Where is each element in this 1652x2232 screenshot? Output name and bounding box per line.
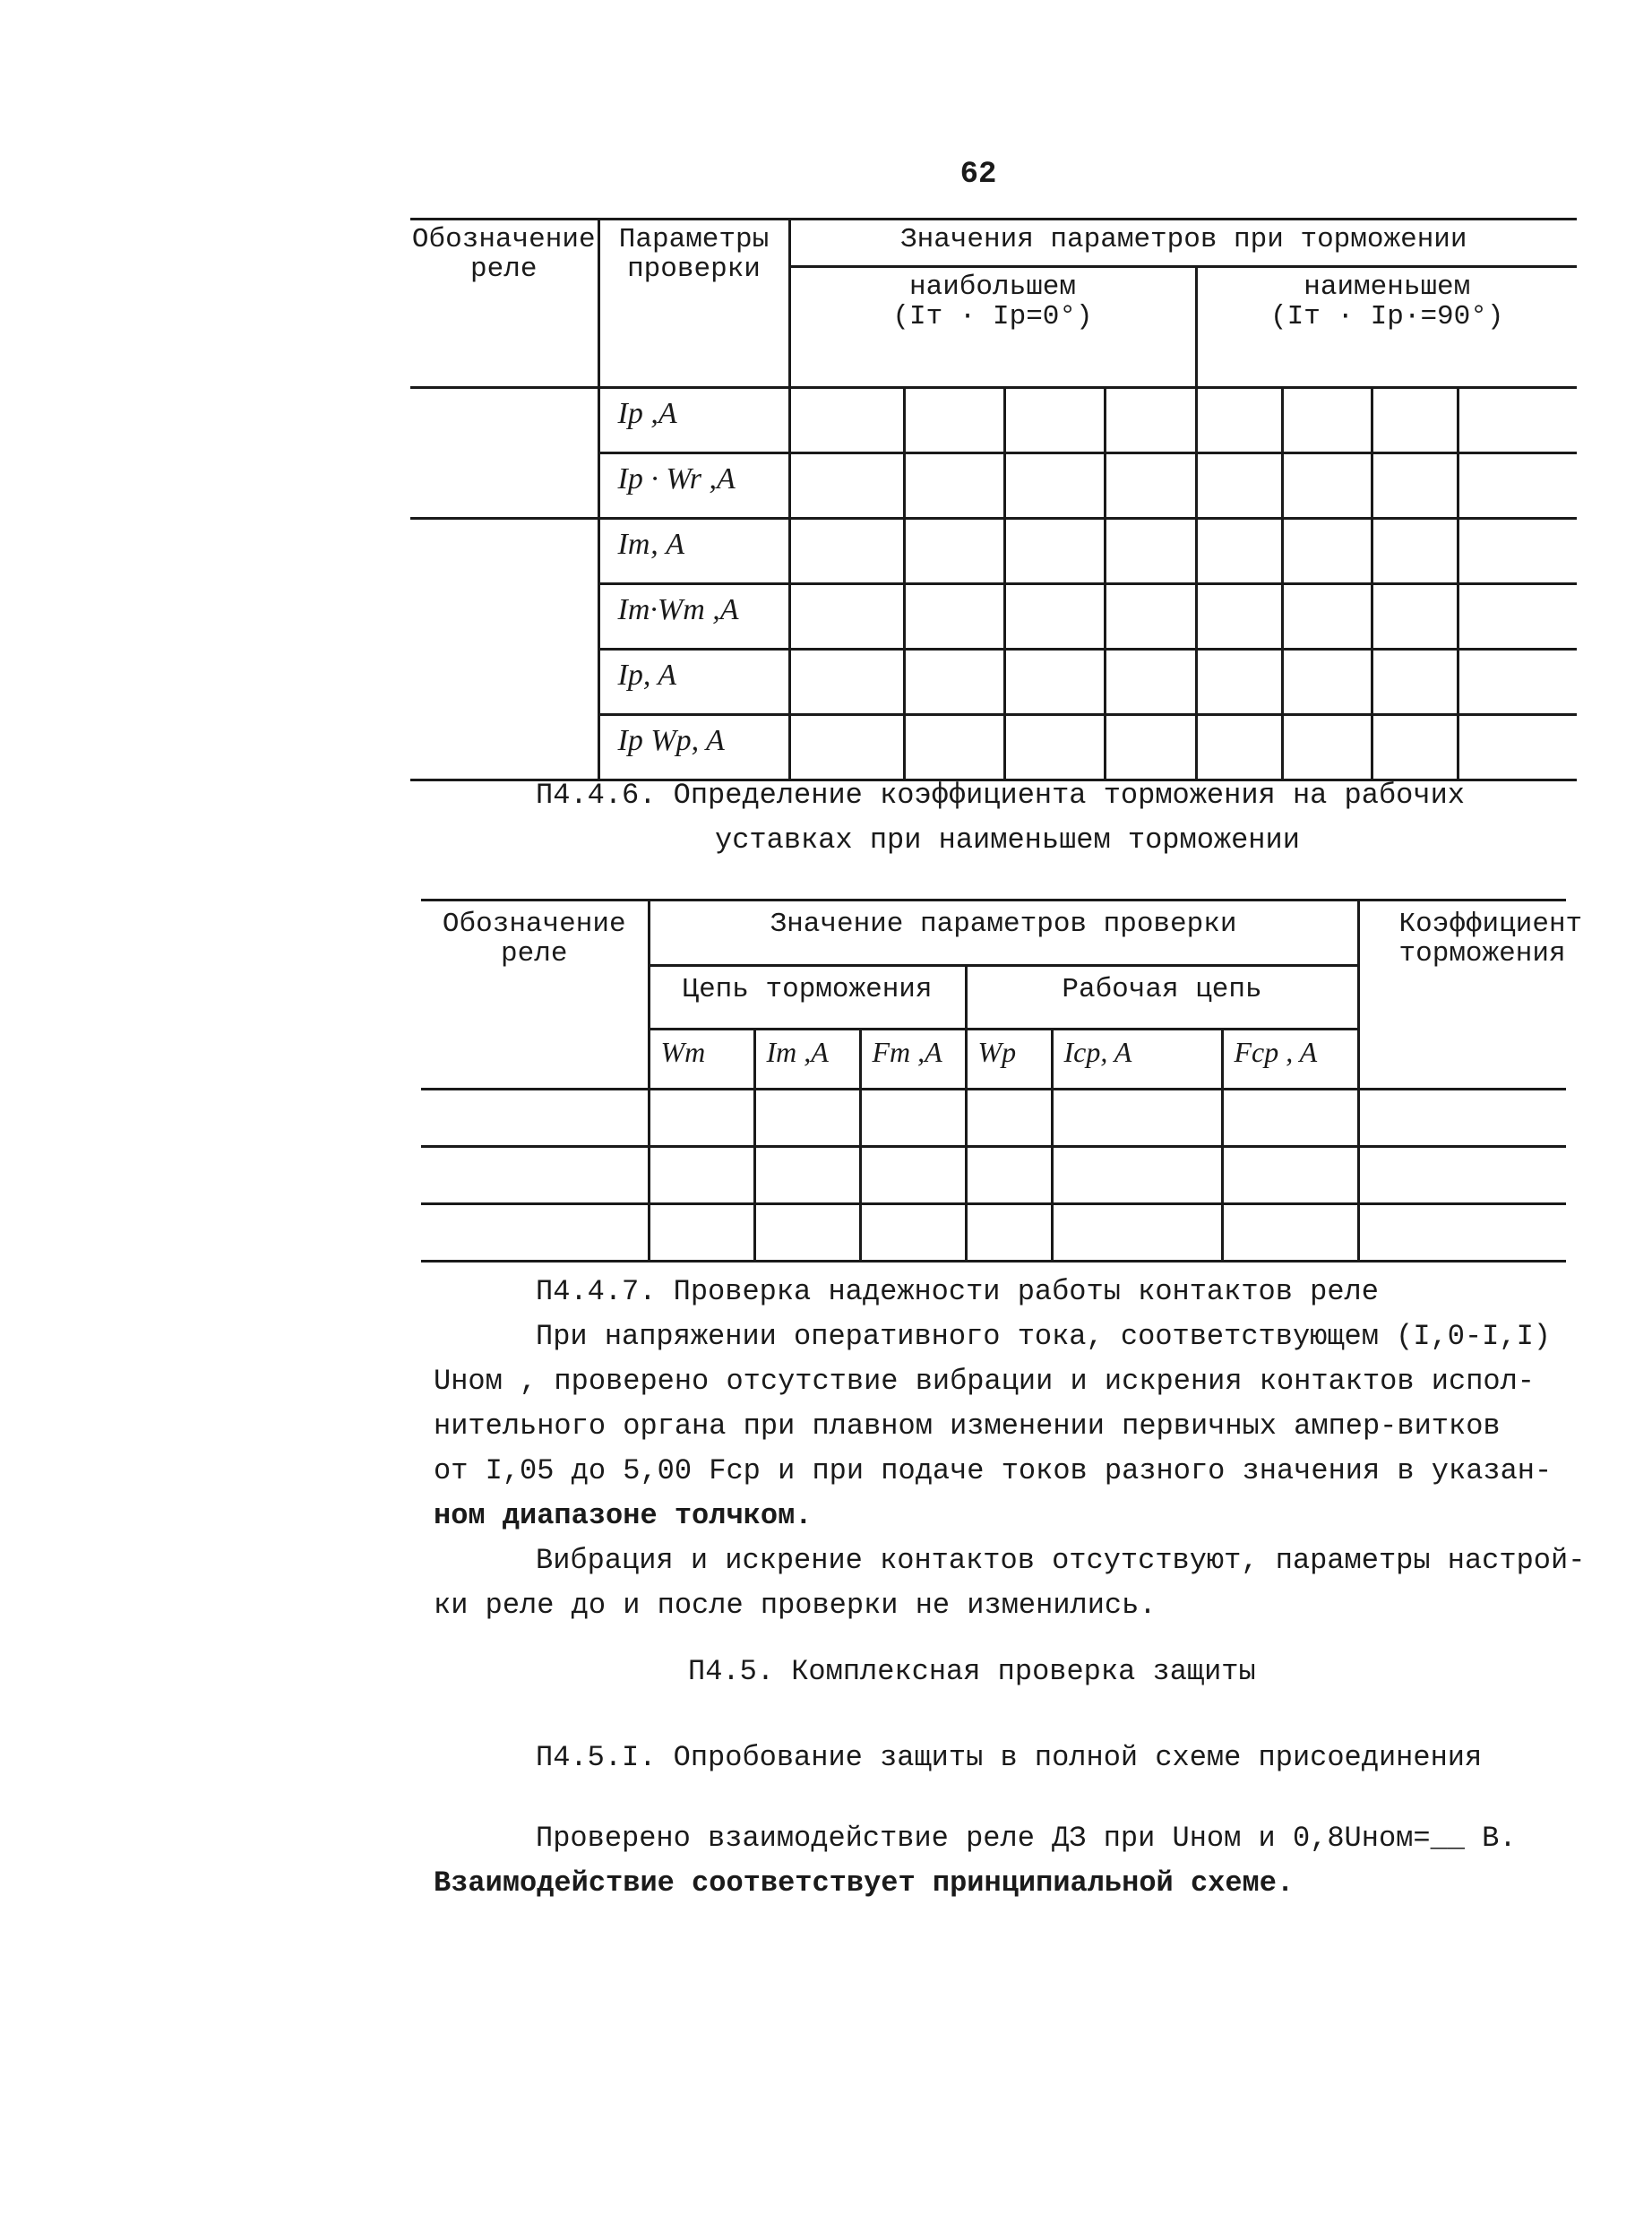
param-cell: Ip Wp, A xyxy=(598,715,789,780)
relay-cell xyxy=(410,388,598,519)
section-447-title: П4.4.7. Проверка надежности работы контактов реле xyxy=(536,1275,1379,1308)
col-relay-header: Обозначение реле xyxy=(421,901,649,1090)
sub-header: Fт ,A xyxy=(860,1030,966,1090)
sub-header: Wp xyxy=(966,1030,1052,1090)
param-cell: Ip ,A xyxy=(598,388,789,453)
section-447-line: нительного органа при плавном изменении первичных ампер-витков xyxy=(434,1409,1501,1443)
relay-check-table xyxy=(410,218,1577,781)
sub-header: Wт xyxy=(649,1030,754,1090)
col-params-header: Параметры проверки xyxy=(598,220,789,388)
section-446-title-line1: П4.4.6. Определение коэффициента торможения на рабочих xyxy=(536,779,1465,812)
section-447-line: При напряжении оперативного тока, соответствующем (I,0-I,I) xyxy=(536,1320,1551,1353)
section-447-line: Uном , проверено отсутствие вибрации и искрения контактов испол- xyxy=(434,1365,1535,1398)
param-cell: Ip, A xyxy=(598,650,789,715)
section-446-title-line2: уставках при наименьшем торможении xyxy=(715,823,1300,857)
sub-header: Icp, A xyxy=(1052,1030,1222,1090)
table-row xyxy=(421,1147,1566,1204)
page-number: 62 xyxy=(959,158,997,192)
section-451-line: Проверено взаимодействие реле ДЗ при Uном и 0,8Uном=__ В. xyxy=(536,1822,1517,1855)
section-447-line: Вибрация и искрение контактов отсутствуют, параметры настрой- xyxy=(536,1544,1586,1577)
sub-header: Iт ,A xyxy=(754,1030,860,1090)
brake-coefficient-table xyxy=(421,899,1583,1263)
section-451-line: Взаимодействие соответствует принципиальной схеме. xyxy=(434,1866,1295,1900)
group-work-header: Рабочая цепь xyxy=(966,966,1358,1030)
param-cell: Iт, A xyxy=(598,519,789,584)
table-row xyxy=(410,388,1577,453)
table-row xyxy=(410,519,1577,584)
group-min-header: наименьшем (Iт · Ip·=90°) xyxy=(1196,267,1577,388)
section-447-line: ном диапазоне толчком. xyxy=(434,1499,813,1532)
table-row xyxy=(421,1090,1566,1147)
group-brake-header: Цепь торможения xyxy=(649,966,966,1030)
col-values-header: Значения параметров при торможении xyxy=(789,220,1577,267)
table-row xyxy=(421,1204,1566,1262)
param-cell: Ip · Wr ,A xyxy=(598,453,789,519)
col-coef-header: Коэффициент торможения xyxy=(1358,901,1566,1090)
section-45-title: П4.5. Комплексная проверка защиты xyxy=(688,1655,1256,1688)
section-447-line: ки реле до и после проверки не изменились. xyxy=(434,1589,1157,1622)
col-values-header: Значение параметров проверки xyxy=(649,901,1358,966)
col-relay-header: Обозначение реле xyxy=(410,220,598,388)
relay-cell xyxy=(410,519,598,780)
param-cell: Iт·Wт ,A xyxy=(598,584,789,650)
section-451-title: П4.5.I. Опробование защиты в полной схеме присоединения xyxy=(536,1741,1483,1774)
section-447-line: от I,05 до 5,00 Fср и при подаче токов разного значения в указан- xyxy=(434,1454,1553,1487)
sub-header: Fcp , A xyxy=(1222,1030,1358,1090)
group-max-header: наибольшем (Iт · Ip=0°) xyxy=(789,267,1196,388)
